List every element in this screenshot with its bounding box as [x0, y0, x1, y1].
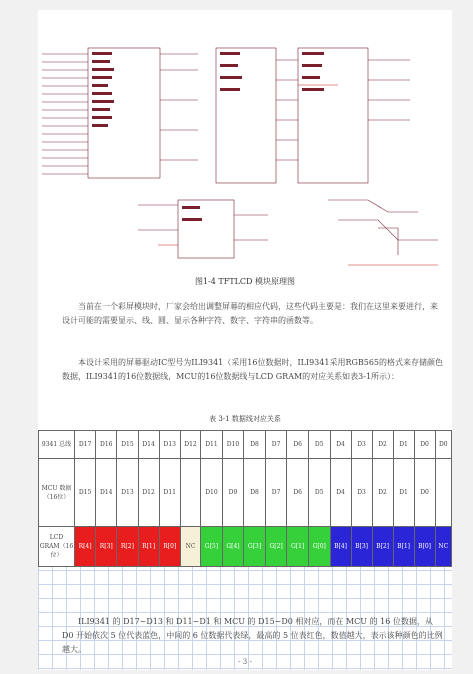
table-cell: D12	[138, 459, 159, 527]
table-cell: D0	[435, 431, 451, 459]
table-cell: D7	[265, 459, 287, 527]
table-cell: D1	[393, 431, 414, 459]
table-cell: B[0]	[414, 527, 435, 567]
table-cell: D10	[201, 459, 223, 527]
table-cell: D9	[222, 459, 244, 527]
table-cell: D3	[351, 459, 372, 527]
table-cell: D8	[244, 431, 266, 459]
table-cell: D4	[330, 431, 351, 459]
table-cell: D3	[351, 431, 372, 459]
table-cell: R[3]	[96, 527, 117, 567]
table-cell: G[5]	[201, 527, 223, 567]
table-cell: D11	[201, 431, 223, 459]
table-cell: G[2]	[265, 527, 287, 567]
row-label: 9341 总线	[39, 431, 75, 459]
table-cell: D1	[393, 459, 414, 527]
table-cell: G[3]	[244, 527, 266, 567]
paragraph-driver: 本设计采用的屏幕驱动IC型号为ILI9341（采用16位数据时，ILI9341采用RGB565的格式来存储颜色数据，ILI9341的16位数据线，MCU的16位数据线与LCD GRAM的对应关系如表3-1所示）：	[62, 358, 444, 381]
table-cell: D15	[117, 431, 138, 459]
table-cell: D2	[372, 459, 393, 527]
table-cell: D12	[180, 431, 200, 459]
table-cell: D5	[308, 431, 330, 459]
table-cell: D4	[330, 459, 351, 527]
table-cell: D13	[117, 459, 138, 527]
table-cell: B[2]	[372, 527, 393, 567]
page-number: - 3 -	[238, 658, 252, 666]
table-cell: D14	[138, 431, 159, 459]
table-cell: B[3]	[351, 527, 372, 567]
table-cell: D16	[96, 431, 117, 459]
table-row	[39, 459, 452, 527]
table-cell: D10	[222, 431, 244, 459]
table-cell: G[4]	[222, 527, 244, 567]
document-page	[38, 10, 452, 670]
paragraph-intro: 当前在一个彩屏模块时，厂家会给出调整屏幕的相应代码，这些代码主要是：我们在这里来要进行，来设计可能的需要显示、线、圆、显示各种字符、数字、字符串的函数等。	[62, 302, 438, 325]
table-cell: R[2]	[117, 527, 138, 567]
table-cell: NC	[435, 527, 451, 567]
table-cell: NC	[180, 527, 200, 567]
table-cell: D7	[265, 431, 287, 459]
table-caption: 表 3-1 数据线对应关系	[209, 415, 281, 423]
schematic-diagram	[38, 40, 452, 270]
row-label: LCD GRAM（16位）	[39, 527, 75, 567]
paragraph-mapping: ILI9341 的 D17~D13 和 D11~D1 和 MCU 的 D15~D0 相对应，而在 MCU 的 16 位数据，从 D0 开始依次 5 位代表蓝色，中间的 6 位数据代表绿，最高的 5 位表红色，数值越大，表示该种颜色的比例越大。	[62, 617, 443, 654]
table-cell: D11	[159, 459, 180, 527]
table-cell: D15	[75, 459, 96, 527]
table-cell: D6	[287, 431, 309, 459]
table-cell: R[4]	[75, 527, 96, 567]
table-cell: B[1]	[393, 527, 414, 567]
table-cell: D5	[308, 459, 330, 527]
table-cell: G[0]	[308, 527, 330, 567]
table-cell: R[1]	[138, 527, 159, 567]
table-row	[39, 431, 452, 459]
table-cell	[180, 459, 200, 527]
table-cell: D17	[75, 431, 96, 459]
table-cell: D13	[159, 431, 180, 459]
table-cell: D0	[414, 431, 435, 459]
figure-caption: 图1-4 TFTLCD 模块原理图	[194, 277, 296, 286]
table-cell: D14	[96, 459, 117, 527]
table-cell: D8	[244, 459, 266, 527]
data-line-table	[38, 430, 452, 567]
table-cell: B[4]	[330, 527, 351, 567]
table-cell: D6	[287, 459, 309, 527]
table-row	[39, 527, 452, 567]
row-label: MCU 数据（16位）	[39, 459, 75, 527]
table-cell: G[1]	[287, 527, 309, 567]
table-cell	[435, 459, 451, 527]
table-cell: D2	[372, 431, 393, 459]
table-cell: R[0]	[159, 527, 180, 567]
table-cell: D0	[414, 459, 435, 527]
